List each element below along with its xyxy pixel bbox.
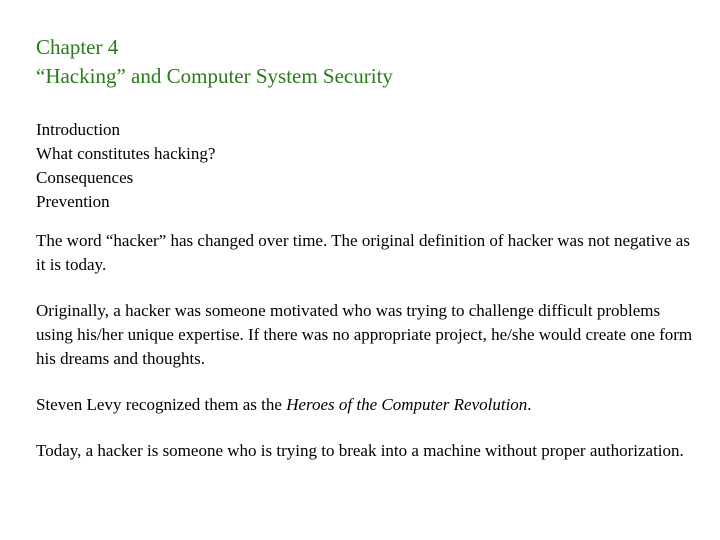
book-title: Heroes of the Computer Revolution	[286, 395, 528, 414]
outline-item-prevention: Prevention	[36, 192, 110, 211]
slide-content	[36, 33, 696, 463]
title-line-topic: “Hacking” and Computer System Security	[36, 64, 393, 88]
title-line-chapter: Chapter 4	[36, 35, 119, 59]
outline-item-introduction: Introduction	[36, 120, 121, 139]
outline-item-what-constitutes-hacking: What constitutes hacking?	[36, 144, 216, 163]
paragraph-original-hacker: Originally, a hacker was someone motivated who was trying to challenge difficult problems using his/her unique expertise. If there was no appropriate project, he/she would create one form his dreams and thoughts.	[36, 301, 693, 368]
outline-item-consequences: Consequences	[36, 168, 134, 187]
outline-list	[36, 118, 696, 214]
paragraph-steven-levy	[36, 393, 696, 417]
paragraph-modern-hacker: Today, a hacker is someone who is trying to break into a machine without proper authorization.	[36, 441, 684, 460]
levy-text-before: Steven Levy recognized them as the	[36, 395, 287, 414]
paragraph-hacker-definition: The word “hacker” has changed over time. The original definition of hacker was not negative as it is today.	[36, 231, 690, 274]
slide-title	[36, 33, 696, 91]
levy-text-after: .	[527, 395, 532, 414]
